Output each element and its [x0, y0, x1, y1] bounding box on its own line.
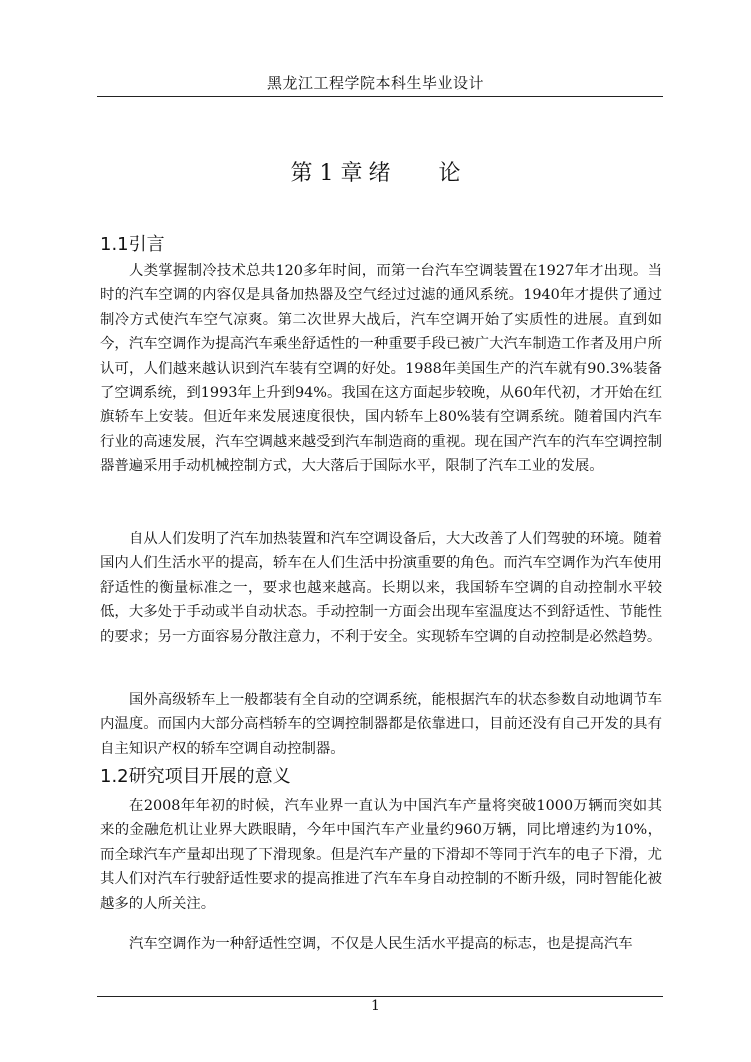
chapter-title-word-2: 论	[438, 161, 461, 186]
paragraph: 国外高级轿车上一般都装有全自动的空调系统，能根据汽车的状态参数自动地调节车内温度。而国内大部分高档轿车的空调控制器都是依靠进口，目前还没有自己开发的具有自主知识产权的轿车空调自动控制器。	[100, 692, 662, 757]
paragraph: 在2008年年初的时候，汽车业界一直认为中国汽车产量将突破1000万辆而突如其来的金融危机让业界大跌眼睛，今年中国汽车产业量约960万辆，同比增速约为10%，而全球汽车产量却出现了下滑现象。但是汽车产量的下滑却不等同于汽车的电子下滑，尤其人们对汽车行驶舒适性要求的提高推进了汽车车身自动控制的不断升级，同时智能化被越多的人所关注。	[100, 798, 662, 912]
paragraph: 人类掌握制冷技术总共120多年时间，而第一台汽车空调装置在1927年才出现。当时的汽车空调的内容仅是具备加热器及空气经过过滤的通风系统。1940年才提供了通过制冷方式使汽车空气凉爽。第二次世界大战后，汽车空调开始了实质性的进展。直到如今，汽车空调作为提高汽车乘坐舒适性的一种重要手段已被广大汽车制造工作者及用户所认可，人们越来越认识到汽车装有空调的好处。1988年美国生产的汽车就有90.3%装备了空调系统，到1993年上升到94%。我国在这方面起步较晚，从60年代初，才开始在红旗轿车上安装。但近年来发展速度很快，国内轿车上80%装有空调系统。随着国内汽车行业的高速发展，汽车空调越来越受到汽车制造商的重视。现在国产汽车的汽车空调控制器普遍采用手动机械控制方式，大大落后于国际水平，限制了汽车工业的发展。	[100, 263, 662, 475]
section-heading-1-1: 1.1引言	[100, 234, 165, 255]
chapter-title	[0, 156, 751, 187]
page-number: 1	[371, 998, 380, 1014]
paragraph: 自从人们发明了汽车加热装置和汽车空调设备后，大大改善了人们驾驶的环境。随着国内人们生活水平的提高，轿车在人们生活中扮演重要的角色。而汽车空调作为汽车使用舒适性的衡量标准之一，要求也越来越高。长期以来，我国轿车空调的自动控制水平较低，大多处于手动或半自动状态。手动控制一方面会出现车室温度达不到舒适性、节能性的要求；另一方面容易分散注意力，不利于安全。实现轿车空调的自动控制是必然趋势。	[100, 531, 662, 645]
running-header: 黑龙江工程学院本科生毕业设计	[266, 74, 484, 92]
footer-divider	[97, 996, 663, 997]
paragraph: 汽车空调作为一种舒适性空调，不仅是人民生活水平提高的标志，也是提高汽车	[129, 936, 633, 952]
section-heading-1-2: 1.2研究项目开展的意义	[100, 766, 291, 787]
chapter-number: 第 1 章	[290, 161, 363, 186]
chapter-title-word-1: 绪	[368, 161, 391, 186]
header-divider	[97, 96, 663, 97]
